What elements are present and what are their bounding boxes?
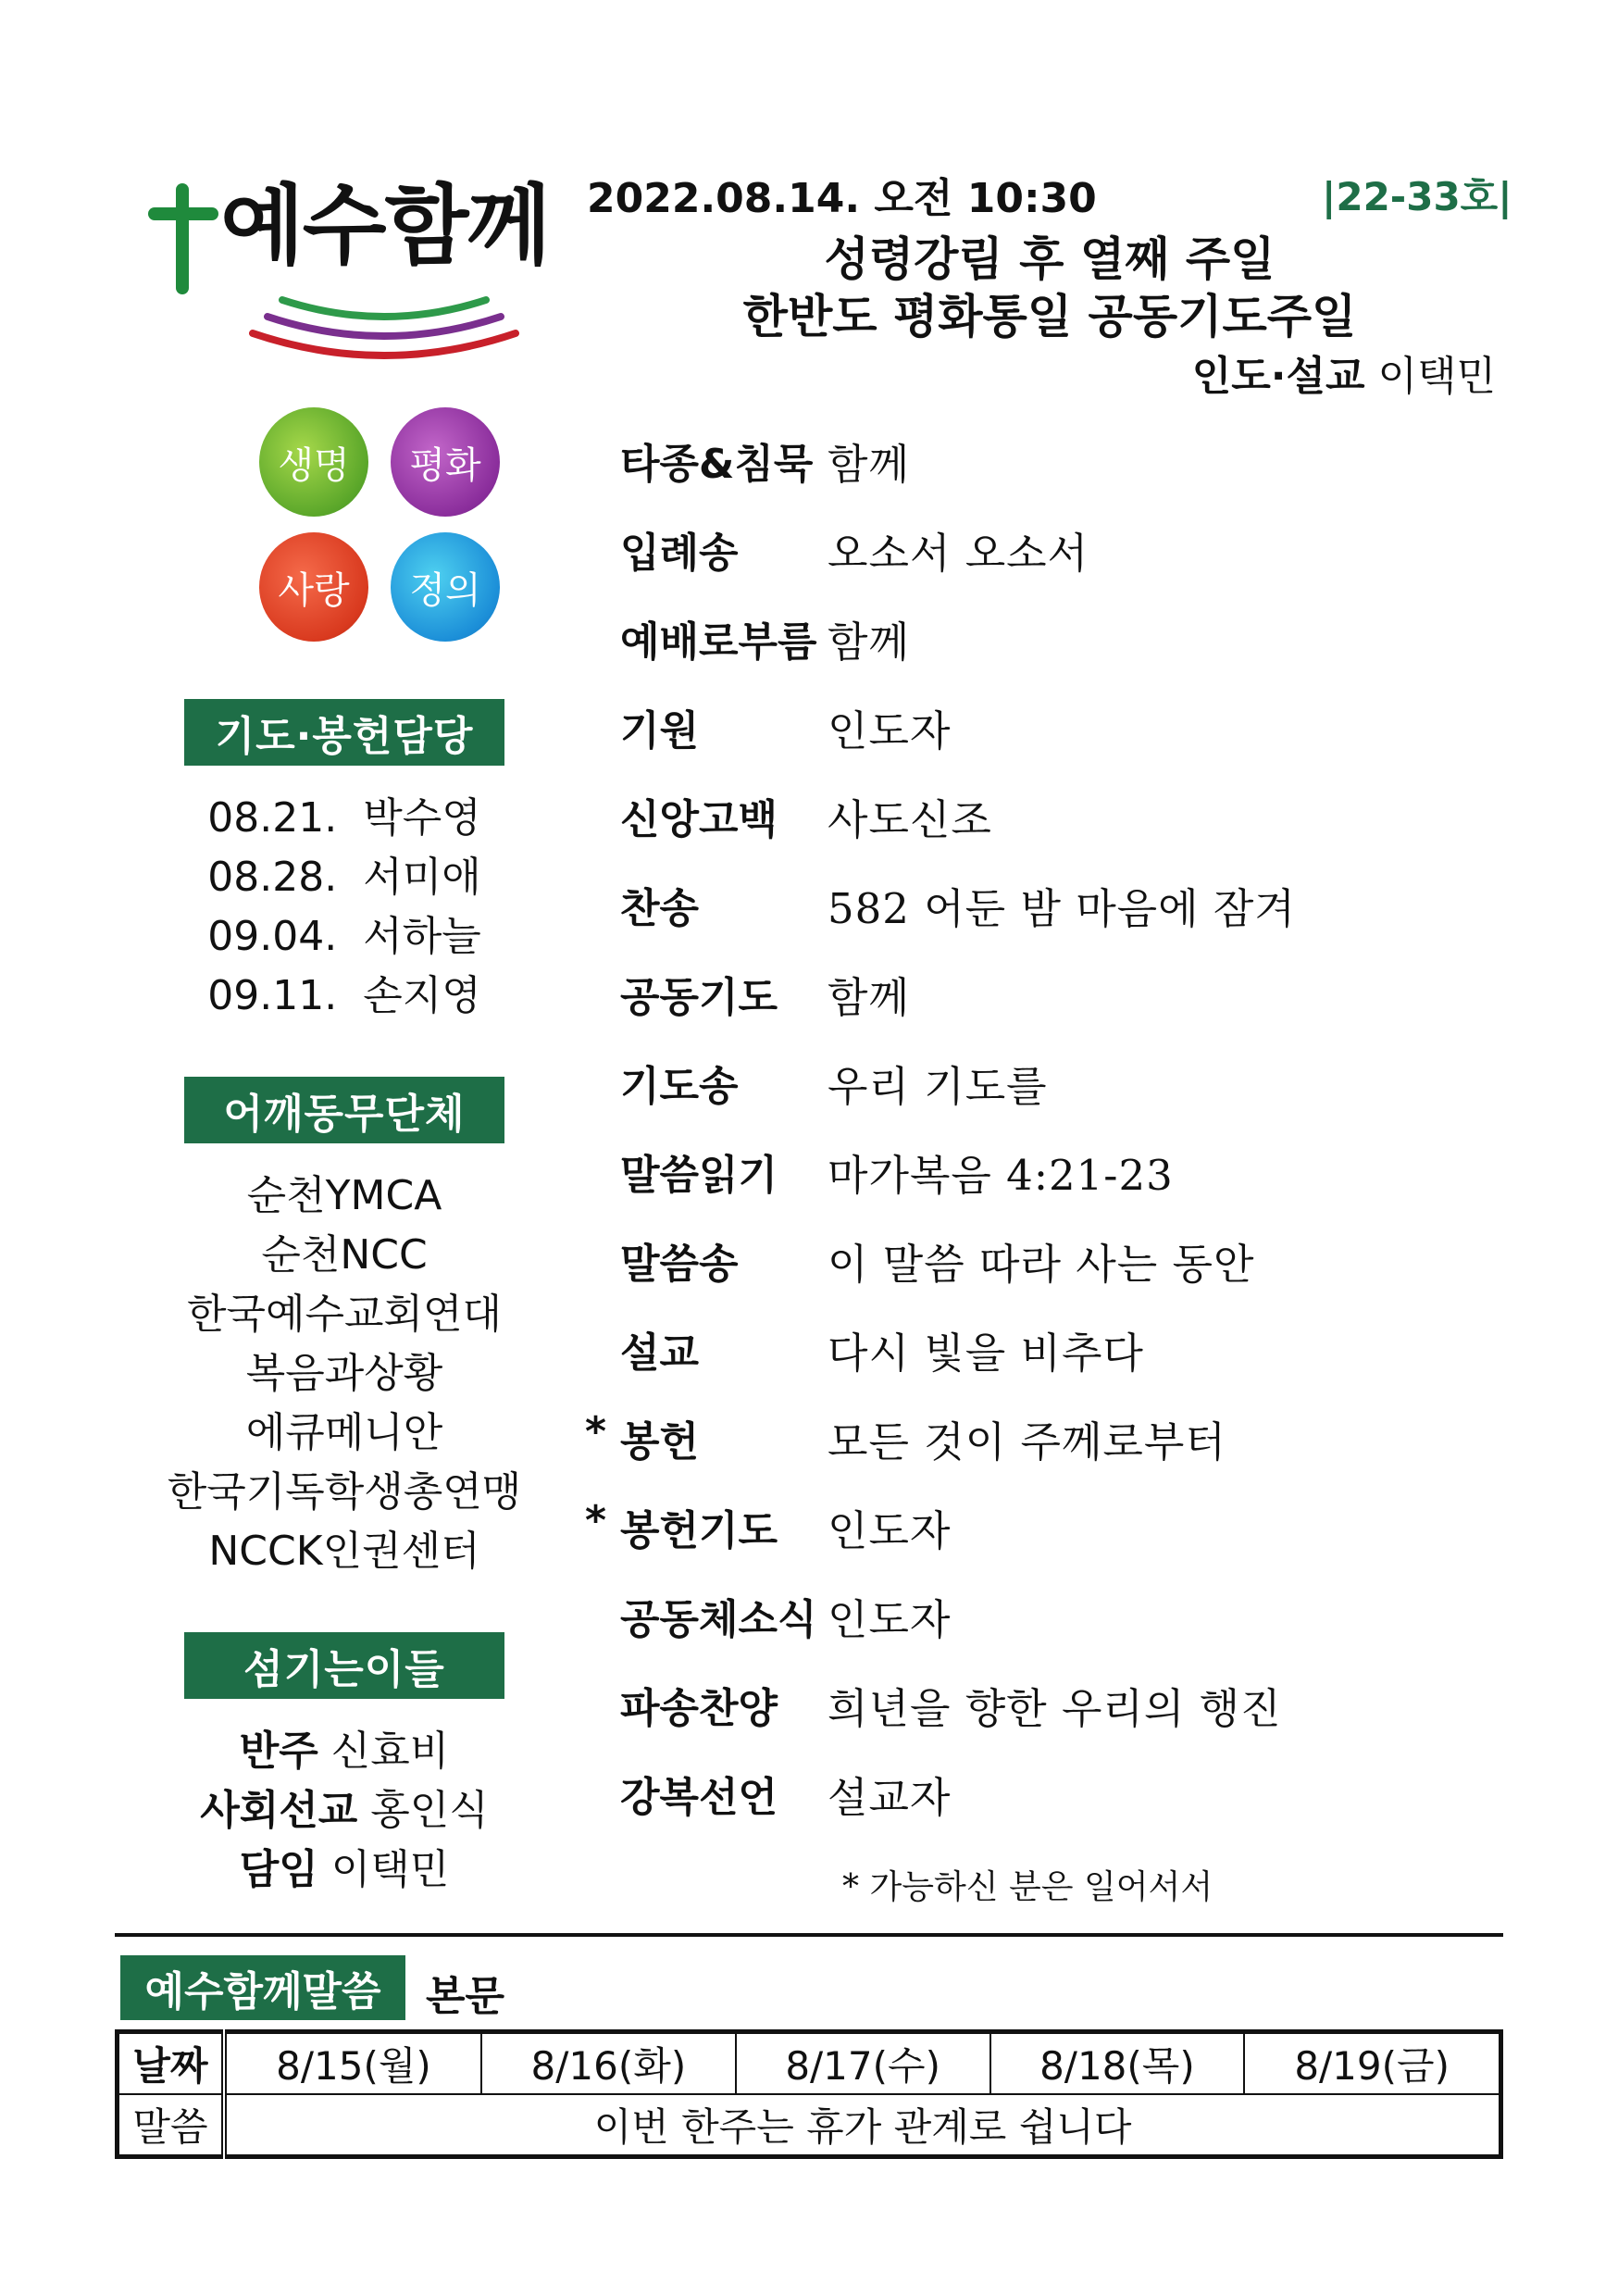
table-row [118,2094,1501,2157]
church-logo [148,176,550,370]
circle-label: 정의 [409,568,481,612]
servant-item: 사회선교 홍인식 [200,1787,489,1834]
table-cell-label: 날짜 [118,2032,225,2095]
circle-life [259,407,368,517]
partner-item: 순천NCC [261,1231,428,1279]
prayer-duty-heading: 기도·봉헌담당 [184,699,504,766]
table-cell: 8/15(월) [224,2032,481,2095]
issue-number: |22-33호| [1322,174,1512,219]
prayer-duty-item: 09.11. 손지영 [207,972,481,1019]
circle-love [259,532,368,642]
rainbow-arcs-icon [245,287,523,361]
divider [115,1933,1503,1937]
circle-label: 생명 [278,443,350,487]
weekly-word-table [115,2029,1503,2159]
standing-note: * 가능하신 분은 일어서서 [842,1868,1214,1906]
partner-item: 한국기독학생총연맹 [167,1468,522,1516]
circle-label: 사랑 [278,568,350,612]
circle-peace [391,407,500,517]
table-cell-label: 말씀 [118,2094,225,2157]
prayer-duty-item: 08.28. 서미애 [207,854,481,901]
table-cell: 8/16(화) [481,2032,736,2095]
leader-line: 인도·설교 이택민 [1191,353,1496,400]
table-cell: 8/19(금) [1244,2032,1500,2095]
table-cell: 8/18(목) [990,2032,1245,2095]
service-subtitle: 한반도 평화통일 공동기도주일 [742,290,1357,343]
partners-heading: 어깨동무단체 [184,1077,504,1143]
prayer-duty-item: 08.21. 박수영 [207,794,481,842]
weekly-word-subheading: 본문 [426,1973,505,2020]
partner-item: 순천YMCA [246,1172,442,1219]
table-row [118,2032,1501,2095]
table-cell: 8/17(수) [736,2032,990,2095]
servants-heading: 섬기는이들 [184,1632,504,1699]
circle-label: 평화 [409,443,481,487]
servant-item: 반주 신효비 [239,1728,450,1775]
partner-item: 한국예수교회연대 [186,1291,503,1338]
prayer-duty-item: 09.04. 서하늘 [207,913,481,960]
table-cell-message: 이번 한주는 휴가 관계로 쉽니다 [224,2094,1501,2157]
service-datetime: 2022.08.14. 오전 10:30 [587,175,1097,222]
partner-item: 복음과상황 [245,1350,443,1397]
partner-item: 에큐메니안 [245,1409,443,1456]
weekly-word-heading: 예수함께말씀 [120,1955,405,2020]
servant-item: 담임 이택민 [239,1846,450,1893]
partner-item: NCCK인권센터 [208,1528,480,1575]
cross-icon [148,183,222,304]
circle-justice [391,532,500,642]
logo-text: 예수함께 [220,176,550,277]
service-title: 성령강림 후 열째 주일 [824,232,1276,286]
